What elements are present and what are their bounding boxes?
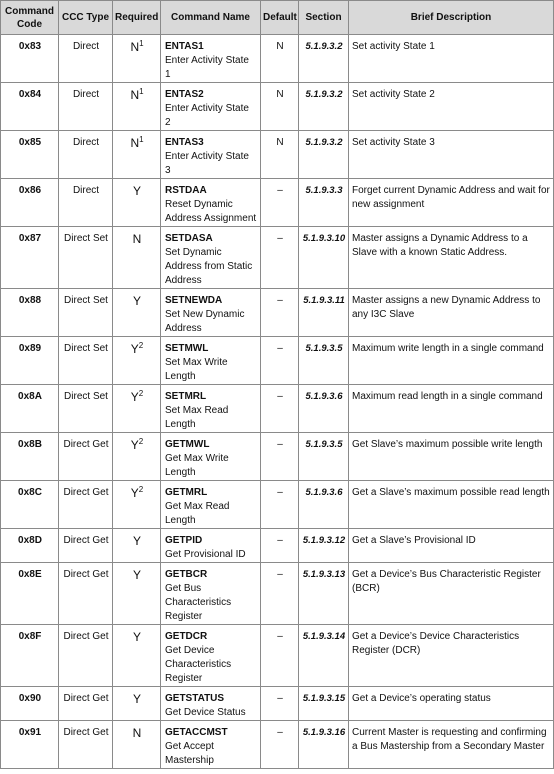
footnote-marker: 1 [139, 39, 144, 48]
required-cell [113, 227, 161, 289]
command-code-cell: 0x8C [1, 481, 59, 529]
command-full-name: Enter Activity State 3 [165, 151, 249, 176]
required-value: Y [132, 184, 141, 198]
command-full-name: Get Max Write Length [165, 453, 229, 478]
command-code-cell: 0x89 [1, 337, 59, 385]
command-name-cell [161, 625, 261, 687]
brief-description-cell: Get a Device’s Device Characteristics Register (DCR) [349, 625, 554, 687]
header-ccc-type: CCC Type [59, 1, 113, 35]
command-name-cell [161, 35, 261, 83]
required-cell [113, 529, 161, 563]
table-row [1, 481, 554, 529]
required-value: N [130, 40, 140, 54]
command-full-name: Enter Activity State 2 [165, 103, 249, 128]
required-value: Y [132, 568, 141, 582]
required-value: Y [130, 438, 139, 452]
default-cell: – [261, 433, 299, 481]
ccc-type-cell: Direct Get [59, 433, 113, 481]
command-name-cell [161, 179, 261, 227]
table-row [1, 625, 554, 687]
required-value: Y [130, 486, 139, 500]
default-cell: – [261, 687, 299, 721]
brief-description-cell: Master assigns a new Dynamic Address to any I3C Slave [349, 289, 554, 337]
required-cell [113, 721, 161, 769]
ccc-type-cell: Direct [59, 35, 113, 83]
command-mnemonic: GETSTATUS [165, 693, 225, 704]
default-cell: – [261, 289, 299, 337]
required-cell [113, 83, 161, 131]
header-row [1, 1, 554, 35]
command-code-cell: 0x8D [1, 529, 59, 563]
command-mnemonic: SETNEWDA [165, 295, 223, 306]
command-full-name: Get Device Status [165, 707, 246, 718]
ccc-type-cell: Direct Set [59, 227, 113, 289]
command-code-cell: 0x87 [1, 227, 59, 289]
required-cell [113, 131, 161, 179]
footnote-marker: 2 [138, 389, 144, 398]
ccc-type-cell: Direct [59, 83, 113, 131]
required-value: N [132, 726, 142, 740]
default-cell: – [261, 337, 299, 385]
command-mnemonic: RSTDAA [165, 185, 207, 196]
command-code-cell: 0x85 [1, 131, 59, 179]
footnote-marker: 2 [138, 485, 144, 494]
section-cell: 5.1.9.3.13 [299, 563, 349, 625]
required-cell [113, 289, 161, 337]
command-code-cell: 0x8F [1, 625, 59, 687]
required-value: Y [130, 390, 139, 404]
default-cell: – [261, 179, 299, 227]
command-code-cell: 0x86 [1, 179, 59, 227]
command-code-cell: 0x83 [1, 35, 59, 83]
footnote-marker: 1 [139, 135, 144, 144]
command-code-cell: 0x84 [1, 83, 59, 131]
default-cell: – [261, 227, 299, 289]
ccc-type-cell: Direct [59, 179, 113, 227]
section-cell: 5.1.9.3.11 [299, 289, 349, 337]
command-name-cell [161, 337, 261, 385]
command-mnemonic: SETMRL [165, 391, 207, 402]
default-cell: N [261, 35, 299, 83]
required-value: N [130, 88, 140, 102]
table-row [1, 289, 554, 337]
table-row [1, 83, 554, 131]
ccc-type-cell: Direct Get [59, 563, 113, 625]
section-cell: 5.1.9.3.5 [299, 433, 349, 481]
default-cell: – [261, 563, 299, 625]
brief-description-cell: Maximum read length in a single command [349, 385, 554, 433]
brief-description-cell: Current Master is requesting and confirming a Bus Mastership from a Secondary Master [349, 721, 554, 769]
table-header [1, 1, 554, 35]
footnote-marker: 2 [138, 341, 144, 350]
footnote-marker: 1 [139, 87, 144, 96]
command-name-cell [161, 481, 261, 529]
section-cell: 5.1.9.3.2 [299, 131, 349, 179]
section-cell: 5.1.9.3.2 [299, 35, 349, 83]
required-cell [113, 35, 161, 83]
default-cell: N [261, 131, 299, 179]
default-cell: – [261, 625, 299, 687]
section-cell: 5.1.9.3.6 [299, 385, 349, 433]
footnote-marker: 2 [138, 437, 144, 446]
section-cell: 5.1.9.3.5 [299, 337, 349, 385]
command-full-name: Get Device Characteristics Register [165, 645, 232, 684]
section-cell: 5.1.9.3.15 [299, 687, 349, 721]
required-cell [113, 179, 161, 227]
command-mnemonic: GETMWL [165, 439, 210, 450]
brief-description-cell: Set activity State 2 [349, 83, 554, 131]
table-row [1, 35, 554, 83]
command-code-cell: 0x8B [1, 433, 59, 481]
table-row [1, 433, 554, 481]
required-cell [113, 385, 161, 433]
command-name-cell [161, 563, 261, 625]
brief-description-cell: Set activity State 3 [349, 131, 554, 179]
table-row [1, 179, 554, 227]
ccc-type-cell: Direct Get [59, 481, 113, 529]
table-row [1, 227, 554, 289]
header-command-code: Command Code [1, 1, 59, 35]
required-cell [113, 481, 161, 529]
header-brief-description: Brief Description [349, 1, 554, 35]
table-row [1, 563, 554, 625]
required-value: Y [130, 342, 139, 356]
required-cell [113, 337, 161, 385]
brief-description-cell: Get a Device’s operating status [349, 687, 554, 721]
default-cell: – [261, 481, 299, 529]
command-mnemonic: GETACCMST [165, 727, 228, 738]
ccc-type-cell: Direct Set [59, 289, 113, 337]
required-value: N [130, 136, 140, 150]
command-mnemonic: GETDCR [165, 631, 208, 642]
table-row [1, 687, 554, 721]
brief-description-cell: Set activity State 1 [349, 35, 554, 83]
table-body [1, 35, 554, 769]
section-cell: 5.1.9.3.6 [299, 481, 349, 529]
required-cell [113, 625, 161, 687]
header-command-name: Command Name [161, 1, 261, 35]
command-name-cell [161, 227, 261, 289]
brief-description-cell: Master assigns a Dynamic Address to a Slave with a known Static Address. [349, 227, 554, 289]
command-mnemonic: SETDASA [165, 233, 213, 244]
section-cell: 5.1.9.3.10 [299, 227, 349, 289]
command-name-cell [161, 433, 261, 481]
ccc-type-cell: Direct [59, 131, 113, 179]
command-name-cell [161, 385, 261, 433]
required-cell [113, 433, 161, 481]
command-full-name: Reset Dynamic Address Assignment [165, 199, 257, 224]
brief-description-cell: Maximum write length in a single command [349, 337, 554, 385]
brief-description-cell: Forget current Dynamic Address and wait for new assignment [349, 179, 554, 227]
table-row [1, 721, 554, 769]
command-code-cell: 0x8E [1, 563, 59, 625]
command-code-cell: 0x88 [1, 289, 59, 337]
command-full-name: Get Accept Mastership [165, 741, 214, 766]
ccc-type-cell: Direct Get [59, 529, 113, 563]
command-mnemonic: ENTAS3 [165, 137, 204, 148]
required-value: Y [132, 630, 141, 644]
header-default: Default [261, 1, 299, 35]
section-cell: 5.1.9.3.3 [299, 179, 349, 227]
default-cell: N [261, 83, 299, 131]
default-cell: – [261, 529, 299, 563]
command-full-name: Set Dynamic Address from Static Address [165, 247, 253, 286]
command-mnemonic: GETMRL [165, 487, 208, 498]
command-mnemonic: GETPID [165, 535, 203, 546]
command-full-name: Set Max Read Length [165, 405, 229, 430]
default-cell: – [261, 721, 299, 769]
command-code-cell: 0x90 [1, 687, 59, 721]
ccc-type-cell: Direct Get [59, 721, 113, 769]
section-cell: 5.1.9.3.14 [299, 625, 349, 687]
command-name-cell [161, 721, 261, 769]
command-mnemonic: ENTAS2 [165, 89, 204, 100]
command-name-cell [161, 83, 261, 131]
command-full-name: Get Max Read Length [165, 501, 230, 526]
command-name-cell [161, 687, 261, 721]
table-row [1, 337, 554, 385]
table-row [1, 131, 554, 179]
command-mnemonic: GETBCR [165, 569, 208, 580]
section-cell: 5.1.9.3.12 [299, 529, 349, 563]
required-cell [113, 563, 161, 625]
command-mnemonic: SETMWL [165, 343, 209, 354]
section-cell: 5.1.9.3.16 [299, 721, 349, 769]
table-row [1, 385, 554, 433]
ccc-type-cell: Direct Get [59, 687, 113, 721]
section-cell: 5.1.9.3.2 [299, 83, 349, 131]
default-cell: – [261, 385, 299, 433]
required-cell [113, 687, 161, 721]
required-value: Y [132, 534, 141, 548]
brief-description-cell: Get a Device’s Bus Characteristic Register (BCR) [349, 563, 554, 625]
brief-description-cell: Get a Slave’s maximum possible read length [349, 481, 554, 529]
command-code-cell: 0x91 [1, 721, 59, 769]
brief-description-cell: Get a Slave’s Provisional ID [349, 529, 554, 563]
header-required: Required [113, 1, 161, 35]
command-name-cell [161, 131, 261, 179]
command-name-cell [161, 529, 261, 563]
command-full-name: Enter Activity State 1 [165, 55, 249, 80]
command-full-name: Get Bus Characteristics Register [165, 583, 232, 622]
required-value: N [132, 232, 142, 246]
command-full-name: Get Provisional ID [165, 549, 246, 560]
command-code-cell: 0x8A [1, 385, 59, 433]
command-name-cell [161, 289, 261, 337]
ccc-type-cell: Direct Set [59, 337, 113, 385]
required-value: Y [132, 692, 141, 706]
command-mnemonic: ENTAS1 [165, 41, 204, 52]
ccc-type-cell: Direct Get [59, 625, 113, 687]
required-value: Y [132, 294, 141, 308]
table-row [1, 529, 554, 563]
command-full-name: Set Max Write Length [165, 357, 228, 382]
command-full-name: Set New Dynamic Address [165, 309, 245, 334]
header-section: Section [299, 1, 349, 35]
ccc-type-cell: Direct Set [59, 385, 113, 433]
brief-description-cell: Get Slave’s maximum possible write length [349, 433, 554, 481]
